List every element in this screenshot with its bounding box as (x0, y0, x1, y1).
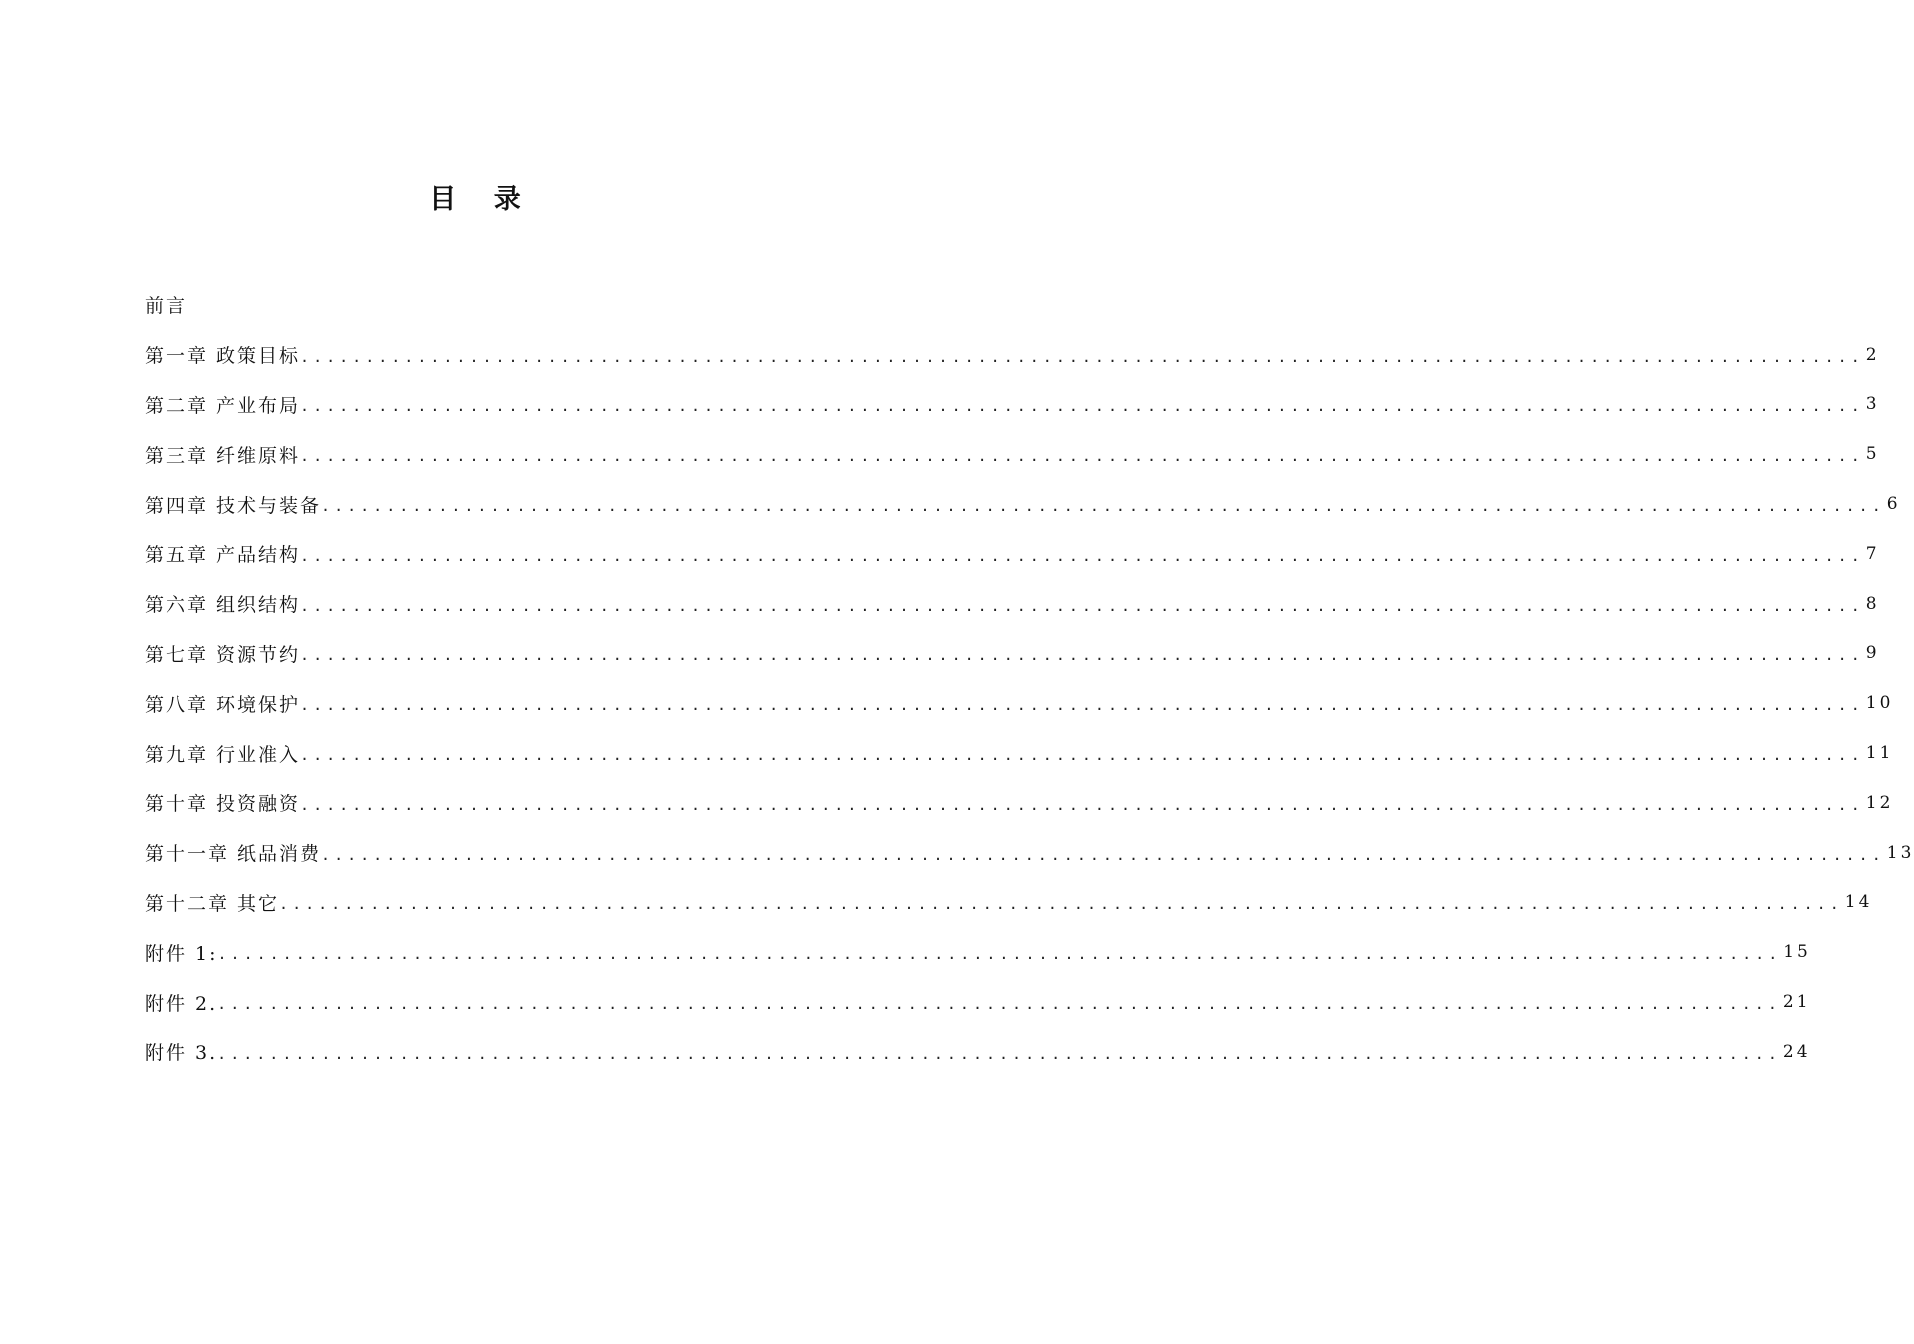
toc-dot-leader: ........................................................................................................................ (217, 1044, 1781, 1063)
toc-entry-label: 第一章 政策目标 (145, 345, 301, 368)
toc-entry-chapter-9[interactable] (145, 728, 1894, 778)
toc-entry-label: 前言 (145, 295, 188, 318)
toc-entry-page-number: 24 (1782, 1041, 1811, 1062)
toc-entry-label: 附件 3. (145, 1042, 218, 1065)
toc-entry-chapter-11[interactable] (145, 828, 1914, 878)
toc-dot-leader: ........................................................................................................................ (300, 696, 1864, 715)
toc-entry-chapter-6[interactable] (145, 579, 1880, 629)
toc-entry-page-number: 5 (1865, 444, 1880, 465)
toc-entry-label: 第四章 技术与装备 (145, 494, 322, 517)
toc-entry-chapter-4[interactable] (145, 479, 1901, 529)
toc-dot-leader: ........................................................................................................................ (217, 995, 1781, 1014)
toc-entry-chapter-5[interactable] (145, 529, 1880, 579)
toc-entry-label: 第七章 资源节约 (145, 643, 301, 666)
toc-entry-appendix-3[interactable] (145, 1027, 1811, 1077)
toc-entry-label: 第十二章 其它 (145, 892, 280, 915)
toc-dot-leader: ........................................................................................................................ (279, 895, 1843, 914)
toc-title: 目 录 (429, 184, 535, 215)
toc-entry-chapter-2[interactable] (145, 380, 1880, 430)
toc-entry-page-number: 10 (1865, 693, 1894, 714)
toc-entry-label: 第八章 环境保护 (145, 693, 301, 716)
toc-entry-page-number: 13 (1886, 842, 1914, 863)
toc-entry-chapter-1[interactable] (145, 330, 1880, 380)
toc-entry-chapter-3[interactable] (145, 429, 1880, 479)
toc-entry-page-number: 7 (1865, 543, 1880, 564)
toc-entry-chapter-10[interactable] (145, 778, 1894, 828)
toc-entry-label: 第十章 投资融资 (145, 793, 301, 816)
toc-entry-label: 第六章 组织结构 (145, 594, 301, 617)
toc-entry-page-number: 15 (1783, 942, 1811, 963)
toc-entry-label: 第三章 纤维原料 (145, 444, 301, 467)
toc-entry-label: 第二章 产业布局 (145, 394, 301, 417)
toc-dot-leader: ........................................................................................................................ (321, 845, 1885, 864)
toc-dot-leader: ........................................................................................................................ (300, 795, 1864, 814)
toc-dot-leader: ........................................................................................................................ (300, 347, 1864, 366)
toc-entry-appendix-2[interactable] (145, 977, 1811, 1027)
toc-entry-appendix-1[interactable] (145, 927, 1811, 977)
toc-dot-leader: ........................................................................................................................ (300, 546, 1864, 565)
toc-entry-label: 附件 1: (145, 942, 218, 965)
toc-dot-leader: ........................................................................................................................ (300, 397, 1864, 416)
toc-entry-chapter-8[interactable] (145, 678, 1894, 728)
toc-entry-preface[interactable] (145, 280, 725, 330)
toc-entry-page-number: 8 (1865, 593, 1880, 614)
toc-dot-leader: ........................................................................................................................ (300, 746, 1864, 765)
toc-dot-leader: ........................................................................................................................ (321, 497, 1885, 516)
toc-entry-label: 附件 2. (145, 992, 218, 1015)
toc-entry-label: 第五章 产品结构 (145, 544, 301, 567)
toc-dot-leader: ........................................................................................................................ (300, 596, 1864, 615)
toc-entry-chapter-7[interactable] (145, 629, 1880, 679)
toc-entry-label: 第十一章 纸品消费 (145, 843, 322, 866)
toc-list (145, 280, 1914, 1077)
toc-entry-page-number: 2 (1865, 344, 1880, 365)
toc-entry-page-number: 14 (1844, 892, 1873, 913)
toc-dot-leader: ........................................................................................................................ (300, 447, 1864, 466)
toc-entry-page-number: 9 (1865, 643, 1880, 664)
toc-entry-page-number: 3 (1865, 394, 1880, 415)
toc-entry-page-number: 12 (1865, 792, 1894, 813)
toc-entry-page-number: 21 (1782, 992, 1811, 1013)
toc-entry-page-number: 6 (1886, 494, 1901, 515)
toc-dot-leader: ........................................................................................................................ (300, 646, 1864, 665)
toc-entry-label: 第九章 行业准入 (145, 743, 301, 766)
toc-dot-leader: ........................................................................................................................ (217, 945, 1782, 964)
toc-entry-chapter-12[interactable] (145, 878, 1873, 928)
toc-entry-page-number: 11 (1865, 743, 1894, 764)
